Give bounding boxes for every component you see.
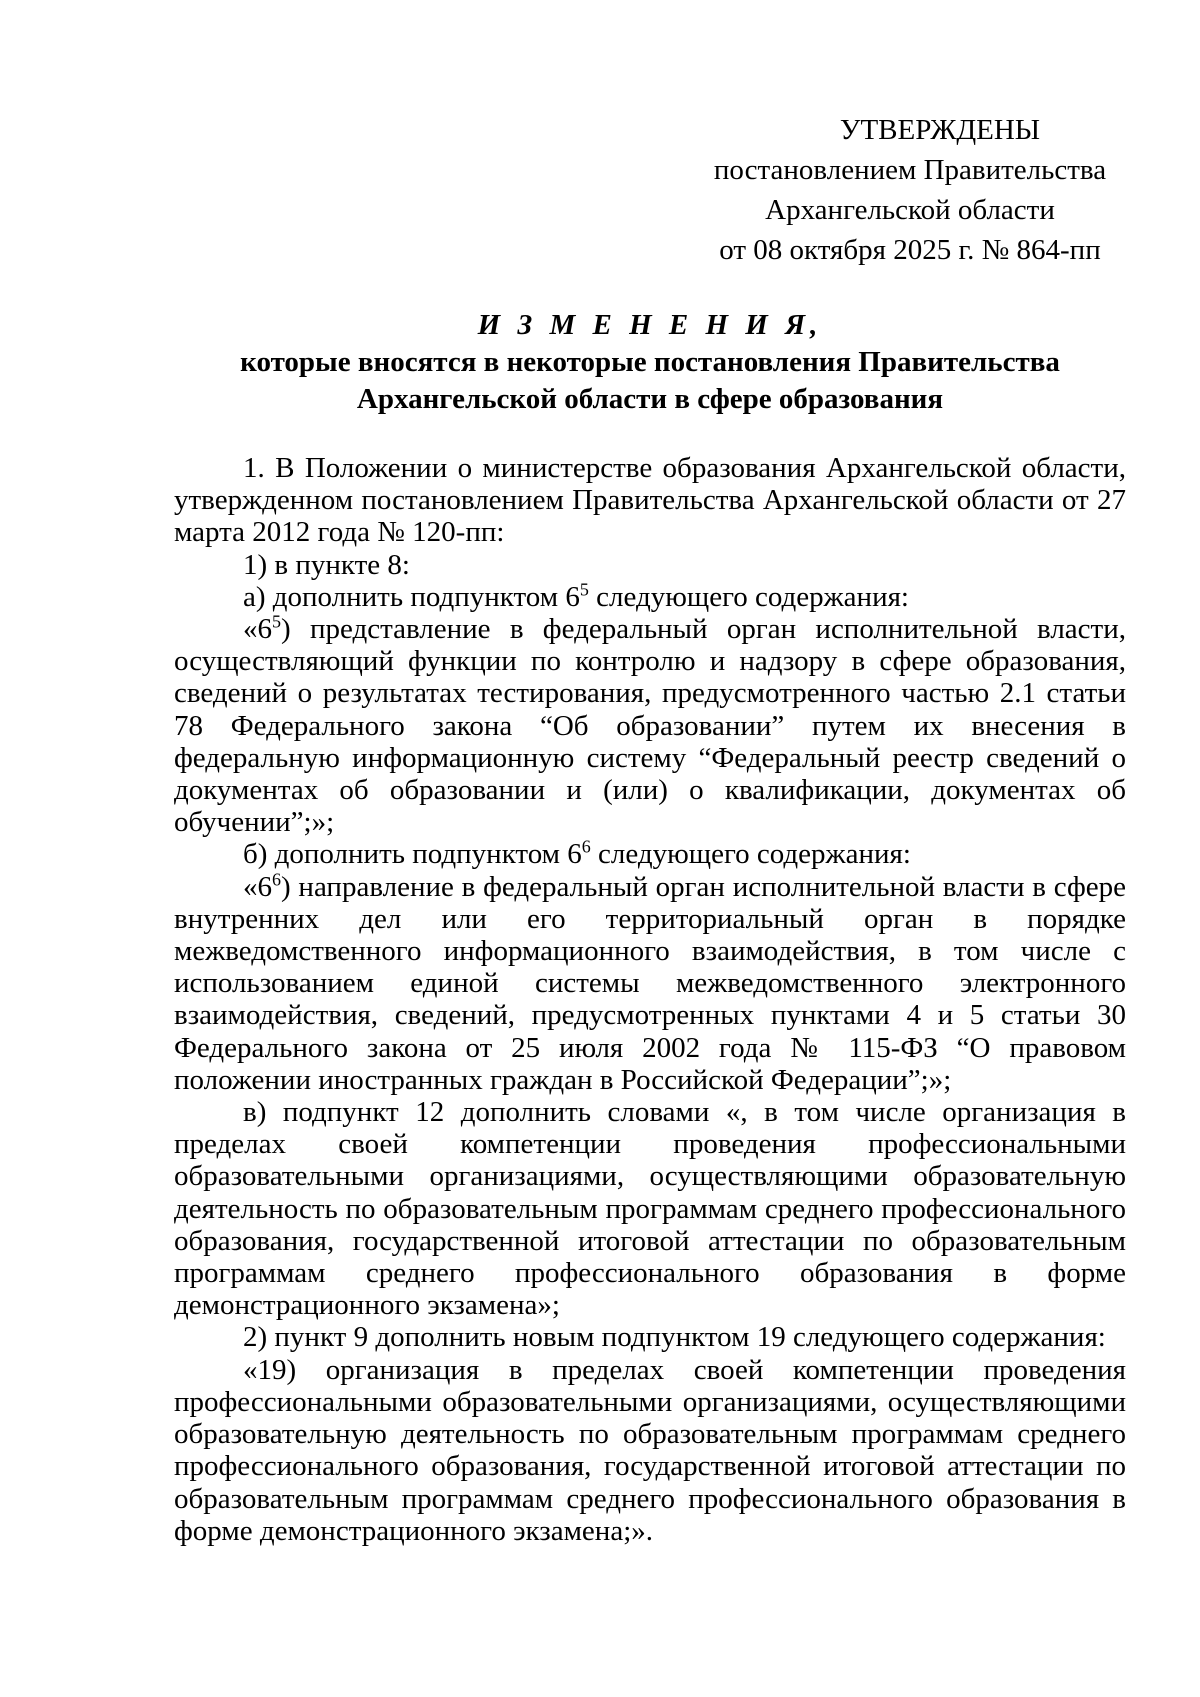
document-body	[174, 452, 1126, 1547]
superscript: 5	[579, 579, 589, 600]
text-run: ) направление в федеральный орган исполнительной власти в сфере внутренних дел или его территориальный орган в порядке межведомственного информационного взаимодействия, в том числе с использованием единой системы межведомственного электронного взаимодействия, сведений, предусмотренных пунктами 4 и 5 статьи 30 Федерального закона от 25 июля 2002 года № 115-ФЗ “О правовом положении иностранных граждан в Российской Федерации”;»;	[174, 870, 1126, 1096]
text-run: «6	[243, 870, 272, 903]
text-run: «6	[243, 613, 272, 646]
heading-subtitle-line: Архангельской области в сфере образования	[356, 383, 944, 415]
approval-title: УТВЕРЖДЕНЫ	[839, 114, 1041, 146]
heading-subtitle-line: которые вносятся в некоторые постановления Правительства	[240, 346, 1060, 378]
text-run: б) дополнить подпунктом 6	[243, 838, 582, 871]
text-run: следующего содержания:	[588, 580, 909, 613]
paragraph-subpoint-v: в) подпункт 12 дополнить словами «, в том числе организация в пределах своей компетенции проведения профессиональными образовательными организациями, осуществляющими образовательную деятельность по образовательным программам среднего профессионального образования, государственной итоговой аттестации по образовательным программам среднего профессионального образования в форме демонстрационного экзамена»;	[174, 1096, 1126, 1322]
paragraph-1: 1. В Положении о министерстве образования Архангельской области, утвержденном постановлением Правительства Архангельской области от 27 марта 2012 года № 120-пп:	[174, 452, 1126, 549]
text-run: следующего содержания:	[590, 838, 911, 871]
approval-stamp	[680, 110, 1140, 270]
paragraph-quote-6-5	[174, 613, 1126, 838]
text-run: а) дополнить подпунктом 6	[243, 580, 580, 613]
superscript: 5	[272, 611, 281, 632]
approval-line: постановлением Правительства	[713, 154, 1107, 186]
document-heading	[174, 307, 1126, 418]
approval-date-line: от 08 октября 2025 г. № 864-пп	[719, 234, 1101, 266]
superscript: 6	[581, 836, 591, 857]
paragraph-point-9: 2) пункт 9 дополнить новым подпунктом 19 следующего содержания:	[243, 1321, 1106, 1354]
paragraph-point-8: 1) в пункте 8:	[243, 548, 410, 581]
paragraph-quote-19: «19) организация в пределах своей компетенции проведения профессиональными образовательными организациями, осуществляющими образовательную деятельность по образовательным программам среднего профессионального образования, государственной итоговой аттестации по образовательным программам среднего профессионального образования в форме демонстрационного экзамена;».	[174, 1353, 1126, 1547]
superscript: 6	[272, 868, 281, 889]
paragraph-quote-6-6	[174, 868, 1126, 1096]
paragraph-subpoint-a	[174, 581, 1126, 613]
paragraph-subpoint-b	[174, 838, 1126, 870]
approval-line: Архангельской области	[765, 194, 1055, 226]
heading-title: И З М Е Н Е Н И Я,	[477, 309, 823, 341]
text-run: ) представление в федеральный орган исполнительной власти, осуществляющий функции по контролю и надзору в сфере образования, сведений о результатах тестирования, предусмотренного частью 2.1 статьи 78 Федерального закона “Об образовании” путем их внесения в федеральную информационную систему “Федеральный реестр сведений о документах об образовании и (или) о квалификации, документах об обучении”;»;	[174, 613, 1126, 839]
